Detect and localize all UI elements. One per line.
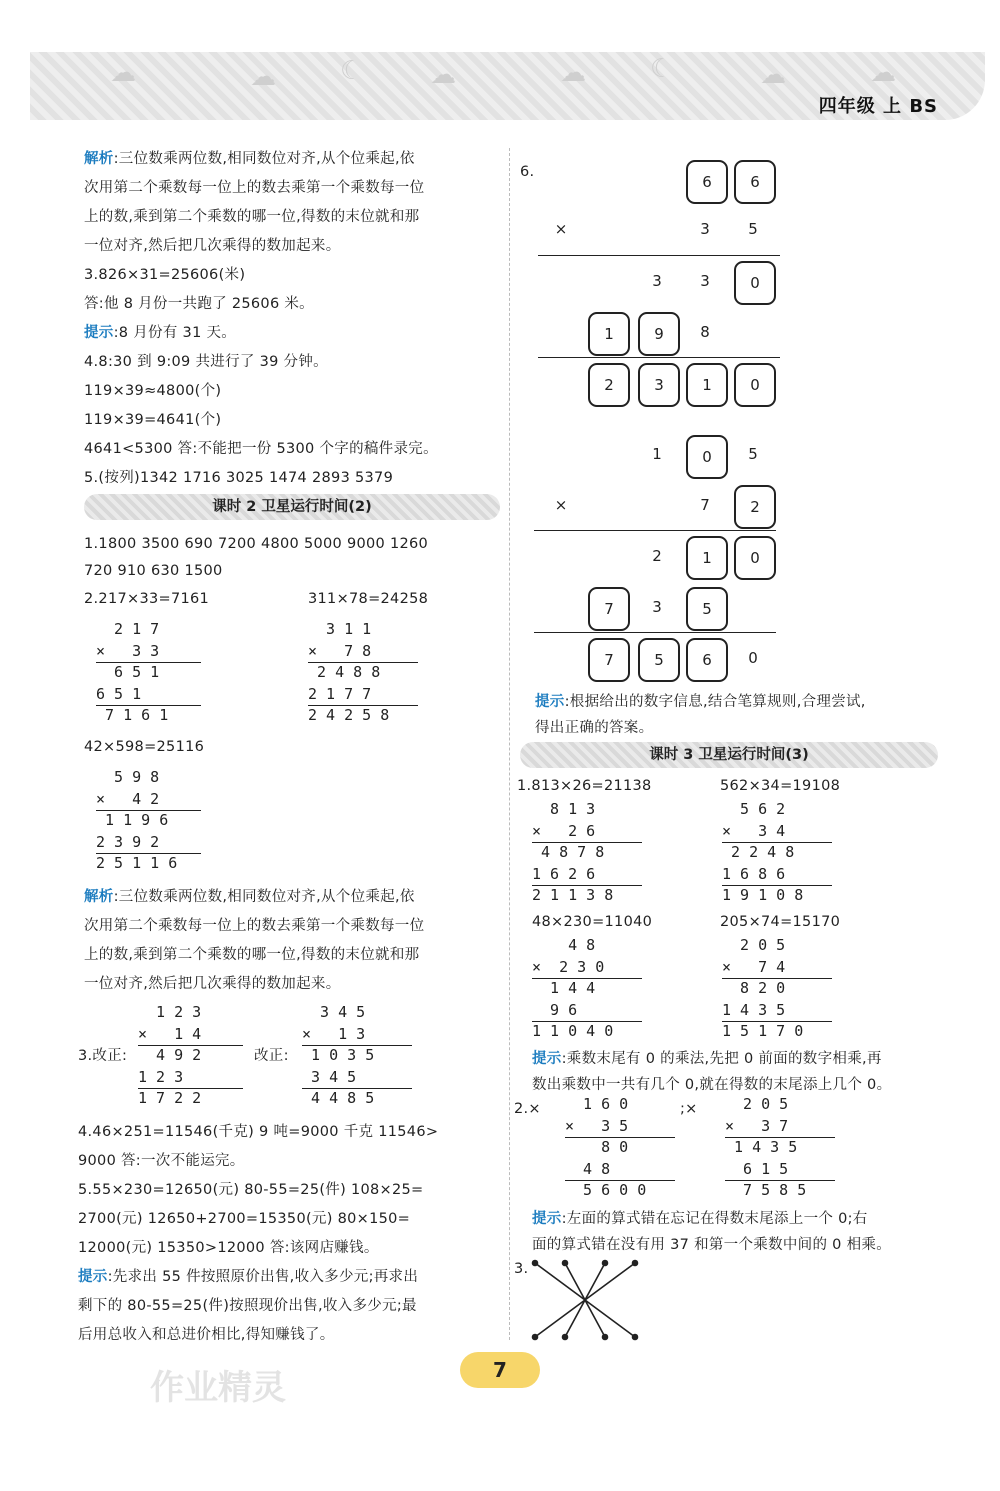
calc-row: × 7 4 (722, 957, 786, 976)
calc-row: × 7 8 (308, 641, 372, 660)
digit: 3 (652, 272, 662, 290)
calc-rule (532, 842, 642, 843)
cloud-icon: ☁ (250, 62, 276, 92)
hint-line (535, 688, 866, 717)
calc-row: 7 1 6 1 (96, 706, 169, 724)
line-text: 4641<5300 答:不能把一份 5300 个字的稿件录完。 (84, 441, 438, 457)
calc-row: 8 0 (565, 1138, 629, 1156)
digit-box: 1 (588, 312, 630, 356)
calc-row: 4 8 7 8 (532, 843, 605, 861)
calc-row: 6 5 1 (96, 684, 160, 703)
lesson-banner-3: 课时 3 卫星运行时间(3) (520, 742, 938, 768)
text-line (78, 1176, 503, 1205)
line-text: :三位数乘两位数,相同数位对齐,从个位乘起,依 (113, 889, 415, 905)
calc-row: 1 2 3 (138, 1003, 202, 1021)
calc-rule (532, 978, 642, 979)
vertical-calc (308, 620, 418, 730)
answer-line: 2.217×33=7161 (84, 591, 210, 607)
text-line (78, 1263, 503, 1292)
line-label: 解析 (84, 889, 114, 905)
line-text: :三位数乘两位数,相同数位对齐,从个位乘起,依 (113, 151, 415, 167)
calc-row: 2 3 9 2 (96, 832, 178, 851)
hint-text: :根据给出的数字信息,结合笔算规则,合理尝试, (564, 694, 866, 710)
calc-row: 1 2 3 (138, 1067, 202, 1086)
moon-icon: ☾ (650, 54, 674, 84)
calc-rule (96, 662, 201, 663)
calc-row: × 2 3 0 (532, 957, 605, 976)
text-line (84, 261, 504, 290)
calc-rule (725, 1180, 835, 1181)
answer-line: 3.改正: (78, 1048, 128, 1064)
text-line (84, 290, 504, 319)
line-text: 12000(元) 15350>12000 答:该网店赚钱。 (78, 1240, 379, 1256)
hint-line (532, 1045, 882, 1074)
calc-row: 7 5 8 5 (725, 1181, 807, 1199)
calc-row: 1 7 2 2 (138, 1089, 202, 1107)
column-divider (509, 148, 510, 1340)
times-sign: × (554, 496, 568, 514)
answer-line: 42×598=25116 (84, 739, 205, 755)
vertical-calc (725, 1095, 835, 1203)
calc-row: 5 6 2 (722, 800, 786, 818)
calc-row: 1 4 3 5 (722, 1000, 804, 1019)
calc-row: 2 5 1 1 6 (96, 854, 178, 872)
calc-row: 2 4 8 8 (308, 663, 381, 681)
calc-row: 4 8 (565, 1159, 629, 1178)
question-number: 3. (514, 1261, 529, 1277)
calc-rule (722, 1021, 832, 1022)
lesson-banner-2: 课时 2 卫星运行时间(2) (84, 494, 500, 520)
line-label: 解析 (84, 151, 114, 167)
line-text: 次用第二个乘数每一位上的数去乘第一个乘数每一位 (84, 180, 425, 196)
line-text: 2700(元) 12650+2700=15350(元) 80×150= (78, 1211, 411, 1227)
digit-puzzle-1 (520, 155, 790, 415)
answer-line: 311×78=24258 (308, 591, 429, 607)
text-line (84, 912, 504, 941)
calc-row: 2 0 5 (722, 936, 786, 954)
calc-row: 4 8 (532, 936, 596, 954)
matching-lines-figure (525, 1255, 655, 1345)
cloud-icon: ☁ (560, 58, 586, 88)
digit-box: 5 (686, 587, 728, 631)
digit-box: 5 (638, 638, 680, 682)
calc-rule (96, 705, 201, 706)
calc-row: 3 1 1 (308, 620, 372, 638)
digit-box: 6 (734, 160, 776, 204)
cloud-icon: ☁ (870, 58, 896, 88)
calc-row: 2 4 2 5 8 (308, 706, 390, 724)
calc-row: × 3 5 (565, 1116, 629, 1135)
line-text: 次用第二个乘数每一位上的数去乘第一个乘数每一位 (84, 918, 425, 934)
calc-rule (138, 1045, 243, 1046)
calc-row: × 3 3 (96, 641, 160, 660)
digit-box: 0 (686, 435, 728, 479)
line-label: 提示 (84, 325, 114, 341)
text-line (84, 406, 504, 435)
digit-box: 2 (734, 485, 776, 529)
line-text: 5.55×230=12650(元) 80-55=25(件) 108×25= (78, 1182, 424, 1198)
answer-line: 48×230=11040 (532, 914, 653, 930)
vertical-calc (302, 1003, 412, 1113)
calc-rule (532, 1021, 642, 1022)
vertical-calc (138, 1003, 243, 1113)
vertical-calc (96, 620, 201, 730)
moon-icon: ☾ (340, 56, 364, 86)
calc-row: 4 9 2 (138, 1046, 202, 1064)
answer-line: 1.1800 3500 690 7200 4800 5000 9000 1260 (84, 536, 429, 552)
digit-box: 3 (638, 363, 680, 407)
line-text: 答:他 8 月份一共跑了 25606 米。 (84, 296, 314, 312)
line-text: 4.46×251=11546(千克) 9 吨=9000 千克 11546> (78, 1124, 439, 1140)
calc-row: 3 4 5 (302, 1067, 375, 1086)
calc-row: 2 2 4 8 (722, 843, 795, 861)
calc-rule (96, 853, 201, 854)
calc-row: 1 4 4 (532, 979, 596, 997)
calc-row: 5 6 0 0 (565, 1181, 647, 1199)
text-line (84, 883, 504, 912)
digit: 0 (748, 649, 758, 667)
text-line (84, 970, 504, 999)
hint-line: 数出乘数中一共有几个 0,就在得数的末尾添上几个 0。 (532, 1077, 892, 1093)
line-text: 一位对齐,然后把几次乘得的数加起来。 (84, 976, 341, 992)
watermark: 作业精灵 (150, 1368, 286, 1408)
answer-line: ;× (680, 1101, 698, 1117)
calc-row: × 3 4 (722, 821, 786, 840)
text-line (84, 348, 504, 377)
calc-row: 6 1 5 (725, 1159, 807, 1178)
answer-line: 改正: (254, 1048, 289, 1064)
text-line (84, 319, 504, 348)
calc-rule (308, 705, 418, 706)
calc-row: 1 1 0 4 0 (532, 1022, 614, 1040)
answer-line: 720 910 630 1500 (84, 563, 223, 579)
text-line (78, 1147, 503, 1176)
calc-rule (308, 662, 418, 663)
calc-row: × 1 4 (138, 1024, 202, 1043)
digit: 5 (748, 220, 758, 238)
answer-line: 1.813×26=21138 (517, 778, 652, 794)
calc-row: 5 9 8 (96, 768, 160, 786)
calc-row: × 3 7 (725, 1116, 789, 1135)
line-label: 提示 (78, 1269, 108, 1285)
calc-rule (532, 885, 642, 886)
text-line (84, 174, 504, 203)
digit: 3 (700, 220, 710, 238)
calc-row: 1 6 8 6 (722, 864, 804, 883)
cloud-icon: ☁ (110, 58, 136, 88)
calc-rule (302, 1045, 412, 1046)
calc-row: 3 4 5 (302, 1003, 366, 1021)
calc-rule (565, 1180, 675, 1181)
vertical-calc (565, 1095, 675, 1203)
calc-rule (725, 1137, 835, 1138)
hint-text: :左面的算式错在忘记在得数末尾添上一个 0;右 (561, 1211, 868, 1227)
text-line (84, 203, 504, 232)
hint-label: 提示 (532, 1211, 562, 1227)
text-line (78, 1205, 503, 1234)
calc-row: 2 1 7 (96, 620, 160, 638)
answer-line: 2.× (514, 1101, 541, 1117)
calc-row: 8 2 0 (722, 979, 786, 997)
text-line (84, 377, 504, 406)
page-number: 7 (460, 1352, 540, 1388)
digit: 8 (700, 323, 710, 341)
calc-row: 1 0 3 5 (302, 1046, 375, 1064)
vertical-calc (532, 936, 642, 1044)
grade-label: 四年级 上 BS (818, 96, 938, 117)
question-number: 6. (520, 164, 535, 180)
digit-box: 0 (734, 536, 776, 580)
line-text: 3.826×31=25606(米) (84, 267, 246, 283)
line-text: 5.(按列)1342 1716 3025 1474 2893 5379 (84, 470, 394, 486)
calc-rule (138, 1088, 243, 1089)
digit-puzzle-2 (520, 430, 790, 690)
digit: 3 (652, 598, 662, 616)
calc-rule (565, 1137, 675, 1138)
left-bottom-block (78, 1118, 503, 1350)
calc-rule (96, 810, 201, 811)
digit-box: 2 (588, 363, 630, 407)
calc-row: × 4 2 (96, 789, 160, 808)
cloud-icon: ☁ (430, 60, 456, 90)
left-top-block (84, 145, 504, 493)
hint-label: 提示 (535, 694, 565, 710)
calc-row: 4 4 8 5 (302, 1089, 375, 1107)
answer-line: 205×74=15170 (720, 914, 841, 930)
line-text: 4.8:30 到 9:09 共进行了 39 分钟。 (84, 354, 328, 370)
digit-box: 0 (734, 261, 776, 305)
vertical-calc (532, 800, 642, 908)
calc-row: 1 9 1 0 8 (722, 886, 804, 904)
vertical-calc (722, 800, 832, 908)
digit: 1 (652, 445, 662, 463)
calc-rule (722, 978, 832, 979)
digit: 3 (700, 272, 710, 290)
hint-line: 得出正确的答案。 (535, 720, 654, 736)
line-text: 上的数,乘到第二个乘数的哪一位,得数的末位就和那 (84, 209, 420, 225)
calc-row: 1 6 2 6 (532, 864, 614, 883)
digit-box: 1 (686, 536, 728, 580)
text-line (84, 464, 504, 493)
digit: 5 (748, 445, 758, 463)
times-sign: × (554, 220, 568, 238)
line-text: :8 月份有 31 天。 (113, 325, 237, 341)
hint-line (532, 1205, 868, 1234)
vertical-calc (96, 768, 201, 878)
calc-row: 6 5 1 (96, 663, 160, 681)
calc-row: 2 1 7 7 (308, 684, 390, 703)
line-text: 9000 答:一次不能运完。 (78, 1153, 245, 1169)
digit-box: 9 (638, 312, 680, 356)
text-line (84, 232, 504, 261)
text-line (78, 1292, 503, 1321)
text-line (78, 1118, 503, 1147)
calc-row: 1 1 9 6 (96, 811, 169, 829)
line-text: :先求出 55 件按照原价出售,收入多少元;再求出 (107, 1269, 419, 1285)
text-line (78, 1321, 503, 1350)
vertical-calc (722, 936, 832, 1044)
calc-row: 2 0 5 (725, 1095, 789, 1113)
calc-rule (722, 885, 832, 886)
digit-box: 6 (686, 160, 728, 204)
hint-label: 提示 (532, 1051, 562, 1067)
text-line (78, 1234, 503, 1263)
line-text: 上的数,乘到第二个乘数的哪一位,得数的末位就和那 (84, 947, 420, 963)
hint-line: 面的算式错在没有用 37 和第一个乘数中间的 0 相乘。 (532, 1237, 892, 1253)
answer-line: 562×34=19108 (720, 778, 841, 794)
calc-row: × 2 6 (532, 821, 596, 840)
digit: 7 (700, 496, 710, 514)
calc-row: 8 1 3 (532, 800, 596, 818)
line-text: 119×39=4641(个) (84, 412, 222, 428)
digit-box: 7 (588, 587, 630, 631)
digit-box: 0 (734, 363, 776, 407)
line-text: 后用总收入和总进价相比,得知赚钱了。 (78, 1327, 335, 1343)
digit-box: 1 (686, 363, 728, 407)
calc-row: 1 6 0 (565, 1095, 629, 1113)
cloud-icon: ☁ (760, 60, 786, 90)
text-line (84, 435, 504, 464)
calc-row: 1 5 1 7 0 (722, 1022, 804, 1040)
calc-row: 1 4 3 5 (725, 1138, 798, 1156)
calc-row: 9 6 (532, 1000, 605, 1019)
line-text: 119×39≈4800(个) (84, 383, 222, 399)
text-line (84, 145, 504, 174)
calc-rule (302, 1088, 412, 1089)
digit: 2 (652, 547, 662, 565)
calc-row: × 1 3 (302, 1024, 366, 1043)
line-text: 剩下的 80-55=25(件)按照现价出售,收入多少元;最 (78, 1298, 417, 1314)
hint-text: :乘数末尾有 0 的乘法,先把 0 前面的数字相乘,再 (561, 1051, 882, 1067)
digit-box: 7 (588, 638, 630, 682)
calc-rule (722, 842, 832, 843)
text-line (84, 941, 504, 970)
digit-box: 6 (686, 638, 728, 682)
line-text: 一位对齐,然后把几次乘得的数加起来。 (84, 238, 341, 254)
left-mid-block (84, 883, 504, 999)
calc-row: 2 1 1 3 8 (532, 886, 614, 904)
